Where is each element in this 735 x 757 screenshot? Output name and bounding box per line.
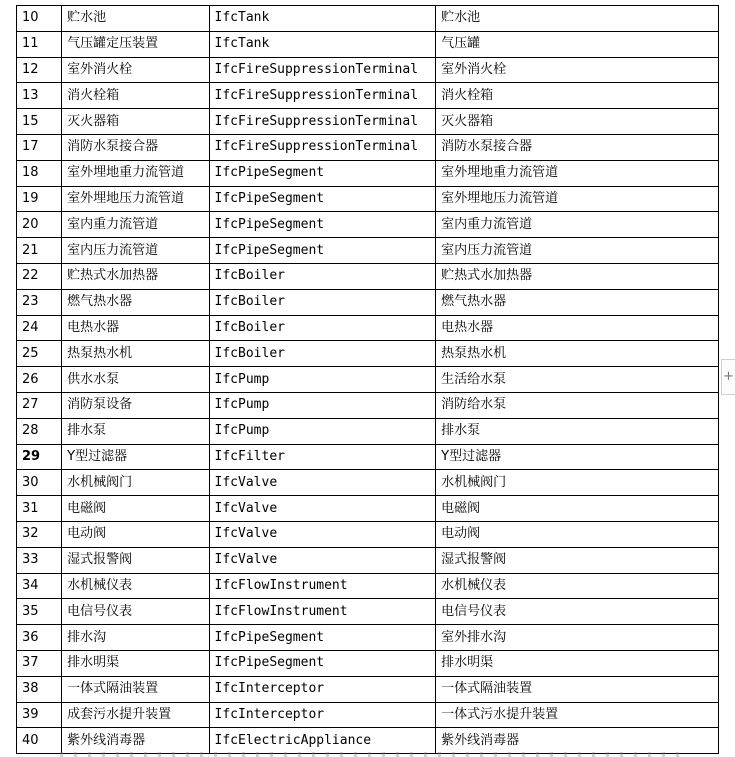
description-cell[interactable]: 排水泵 bbox=[436, 418, 719, 444]
ifc-class-cell[interactable]: IfcPipeSegment bbox=[209, 160, 436, 186]
table-row bbox=[17, 83, 719, 109]
ifc-class-cell[interactable]: IfcPipeSegment bbox=[209, 238, 436, 264]
ifc-class-cell[interactable]: IfcBoiler bbox=[209, 289, 436, 315]
description-cell[interactable]: 气压罐 bbox=[436, 31, 719, 57]
row-number-cell[interactable]: 17 bbox=[17, 134, 62, 160]
row-number-cell[interactable]: 11 bbox=[17, 31, 62, 57]
table-row bbox=[17, 650, 719, 676]
component-name-cell[interactable]: 电动阀 bbox=[62, 521, 209, 547]
component-name-cell[interactable]: 排水明渠 bbox=[62, 650, 209, 676]
ifc-class-cell[interactable]: IfcBoiler bbox=[209, 263, 436, 289]
description-cell[interactable]: 消防水泵接合器 bbox=[436, 134, 719, 160]
table-row bbox=[17, 496, 719, 522]
ifc-class-cell[interactable]: IfcFireSuppressionTerminal bbox=[209, 134, 436, 160]
component-name-cell[interactable]: 室外埋地重力流管道 bbox=[62, 160, 209, 186]
component-name-cell[interactable]: 成套污水提升装置 bbox=[62, 702, 209, 728]
table-row bbox=[17, 6, 719, 32]
component-name-cell[interactable]: 电热水器 bbox=[62, 315, 209, 341]
ifc-class-cell[interactable]: IfcPipeSegment bbox=[209, 625, 436, 651]
ifc-class-cell[interactable]: IfcInterceptor bbox=[209, 702, 436, 728]
row-number-cell[interactable]: 28 bbox=[17, 418, 62, 444]
row-number-cell[interactable]: 10 bbox=[17, 6, 62, 32]
table-row bbox=[17, 573, 719, 599]
table-row bbox=[17, 57, 719, 83]
table-row bbox=[17, 521, 719, 547]
row-number-cell[interactable]: 22 bbox=[17, 263, 62, 289]
component-name-cell[interactable]: 燃气热水器 bbox=[62, 289, 209, 315]
description-cell[interactable]: 紫外线消毒器 bbox=[436, 728, 719, 754]
description-cell[interactable]: 室外消火栓 bbox=[436, 57, 719, 83]
table-row bbox=[17, 367, 719, 393]
table-row bbox=[17, 238, 719, 264]
plus-icon: + bbox=[723, 369, 734, 384]
ifc-class-cell[interactable]: IfcFlowInstrument bbox=[209, 573, 436, 599]
row-number-cell[interactable]: 29 bbox=[17, 444, 62, 470]
ifc-class-cell[interactable]: IfcTank bbox=[209, 31, 436, 57]
table-row bbox=[17, 470, 719, 496]
description-cell[interactable]: 消火栓箱 bbox=[436, 83, 719, 109]
row-number-cell[interactable]: 15 bbox=[17, 109, 62, 135]
description-cell[interactable]: 室外排水沟 bbox=[436, 625, 719, 651]
ifc-class-cell[interactable]: IfcFlowInstrument bbox=[209, 599, 436, 625]
ifc-mapping-table bbox=[16, 5, 719, 754]
ifc-class-cell[interactable]: IfcPipeSegment bbox=[209, 186, 436, 212]
ifc-class-cell[interactable]: IfcBoiler bbox=[209, 341, 436, 367]
component-name-cell[interactable]: 室内压力流管道 bbox=[62, 238, 209, 264]
component-name-cell[interactable]: 灭火器箱 bbox=[62, 109, 209, 135]
row-number-cell[interactable]: 31 bbox=[17, 496, 62, 522]
component-name-cell[interactable]: 水机械阀门 bbox=[62, 470, 209, 496]
description-cell[interactable]: 电热水器 bbox=[436, 315, 719, 341]
table-row bbox=[17, 625, 719, 651]
row-number-cell[interactable]: 23 bbox=[17, 289, 62, 315]
component-name-cell[interactable]: 湿式报警阀 bbox=[62, 547, 209, 573]
table-row bbox=[17, 31, 719, 57]
description-cell[interactable]: 电信号仪表 bbox=[436, 599, 719, 625]
table-row bbox=[17, 160, 719, 186]
table-row bbox=[17, 599, 719, 625]
component-name-cell[interactable]: Y型过滤器 bbox=[62, 444, 209, 470]
description-cell[interactable]: 室外埋地重力流管道 bbox=[436, 160, 719, 186]
row-number-cell[interactable]: 25 bbox=[17, 341, 62, 367]
ifc-class-cell[interactable]: IfcPump bbox=[209, 367, 436, 393]
description-cell[interactable]: 一体式隔油装置 bbox=[436, 676, 719, 702]
component-name-cell[interactable]: 室内重力流管道 bbox=[62, 212, 209, 238]
description-cell[interactable]: 生活给水泵 bbox=[436, 367, 719, 393]
ifc-class-cell[interactable]: IfcPump bbox=[209, 418, 436, 444]
row-number-cell[interactable]: 35 bbox=[17, 599, 62, 625]
ifc-class-cell[interactable]: IfcFilter bbox=[209, 444, 436, 470]
next-page-text-fragment bbox=[60, 752, 680, 757]
component-name-cell[interactable]: 紫外线消毒器 bbox=[62, 728, 209, 754]
description-cell[interactable]: 消防给水泵 bbox=[436, 392, 719, 418]
description-cell[interactable]: 湿式报警阀 bbox=[436, 547, 719, 573]
table-body bbox=[17, 6, 719, 754]
row-number-cell[interactable]: 12 bbox=[17, 57, 62, 83]
description-cell[interactable]: 电磁阀 bbox=[436, 496, 719, 522]
ifc-class-cell[interactable]: IfcFireSuppressionTerminal bbox=[209, 83, 436, 109]
table-row bbox=[17, 676, 719, 702]
component-name-cell[interactable]: 消防泵设备 bbox=[62, 392, 209, 418]
row-number-cell[interactable]: 18 bbox=[17, 160, 62, 186]
table-row bbox=[17, 341, 719, 367]
description-cell[interactable]: 灭火器箱 bbox=[436, 109, 719, 135]
description-cell[interactable]: 水机械仪表 bbox=[436, 573, 719, 599]
component-name-cell[interactable]: 电磁阀 bbox=[62, 496, 209, 522]
component-name-cell[interactable]: 贮水池 bbox=[62, 6, 209, 32]
description-cell[interactable]: 贮热式水加热器 bbox=[436, 263, 719, 289]
ifc-class-cell[interactable]: IfcValve bbox=[209, 470, 436, 496]
table-row bbox=[17, 186, 719, 212]
table-row bbox=[17, 263, 719, 289]
row-number-cell[interactable]: 38 bbox=[17, 676, 62, 702]
row-number-cell[interactable]: 30 bbox=[17, 470, 62, 496]
component-name-cell[interactable]: 热泵热水机 bbox=[62, 341, 209, 367]
row-number-cell[interactable]: 13 bbox=[17, 83, 62, 109]
table-row bbox=[17, 418, 719, 444]
component-name-cell[interactable]: 气压罐定压装置 bbox=[62, 31, 209, 57]
description-cell[interactable]: 水机械阀门 bbox=[436, 470, 719, 496]
ifc-class-cell[interactable]: IfcPipeSegment bbox=[209, 212, 436, 238]
component-name-cell[interactable]: 一体式隔油装置 bbox=[62, 676, 209, 702]
description-cell[interactable]: 贮水池 bbox=[436, 6, 719, 32]
ifc-class-cell[interactable]: IfcPipeSegment bbox=[209, 650, 436, 676]
ifc-class-cell[interactable]: IfcFireSuppressionTerminal bbox=[209, 57, 436, 83]
table-row bbox=[17, 212, 719, 238]
ifc-class-cell[interactable]: IfcValve bbox=[209, 496, 436, 522]
component-name-cell[interactable]: 供水水泵 bbox=[62, 367, 209, 393]
component-name-cell[interactable]: 消火栓箱 bbox=[62, 83, 209, 109]
row-number-cell[interactable]: 36 bbox=[17, 625, 62, 651]
ifc-class-cell[interactable]: IfcInterceptor bbox=[209, 676, 436, 702]
component-name-cell[interactable]: 电信号仪表 bbox=[62, 599, 209, 625]
table-row bbox=[17, 444, 719, 470]
row-number-cell[interactable]: 27 bbox=[17, 392, 62, 418]
component-name-cell[interactable]: 排水沟 bbox=[62, 625, 209, 651]
component-name-cell[interactable]: 消防水泵接合器 bbox=[62, 134, 209, 160]
row-number-cell[interactable]: 26 bbox=[17, 367, 62, 393]
row-number-cell[interactable]: 34 bbox=[17, 573, 62, 599]
row-number-cell[interactable]: 19 bbox=[17, 186, 62, 212]
component-name-cell[interactable]: 排水泵 bbox=[62, 418, 209, 444]
table-row bbox=[17, 392, 719, 418]
row-number-cell[interactable]: 39 bbox=[17, 702, 62, 728]
component-name-cell[interactable]: 室外埋地压力流管道 bbox=[62, 186, 209, 212]
table-row bbox=[17, 315, 719, 341]
table-row bbox=[17, 289, 719, 315]
description-cell[interactable]: 排水明渠 bbox=[436, 650, 719, 676]
description-cell[interactable]: 电动阀 bbox=[436, 521, 719, 547]
row-number-cell[interactable]: 40 bbox=[17, 728, 62, 754]
ifc-class-cell[interactable]: IfcFireSuppressionTerminal bbox=[209, 109, 436, 135]
table-row bbox=[17, 109, 719, 135]
table-row bbox=[17, 547, 719, 573]
table-row bbox=[17, 702, 719, 728]
row-number-cell[interactable]: 37 bbox=[17, 650, 62, 676]
ifc-class-cell[interactable]: IfcValve bbox=[209, 521, 436, 547]
ifc-class-cell[interactable]: IfcValve bbox=[209, 547, 436, 573]
description-cell[interactable]: 燃气热水器 bbox=[436, 289, 719, 315]
description-cell[interactable]: 室内重力流管道 bbox=[436, 212, 719, 238]
description-cell[interactable]: 一体式污水提升装置 bbox=[436, 702, 719, 728]
row-number-cell[interactable]: 33 bbox=[17, 547, 62, 573]
ifc-class-cell[interactable]: IfcBoiler bbox=[209, 315, 436, 341]
ifc-class-cell[interactable]: IfcElectricAppliance bbox=[209, 728, 436, 754]
ifc-class-cell[interactable]: IfcPump bbox=[209, 392, 436, 418]
description-cell[interactable]: 室内压力流管道 bbox=[436, 238, 719, 264]
ifc-class-cell[interactable]: IfcTank bbox=[209, 6, 436, 32]
description-cell[interactable]: 室外埋地压力流管道 bbox=[436, 186, 719, 212]
component-name-cell[interactable]: 贮热式水加热器 bbox=[62, 263, 209, 289]
component-name-cell[interactable]: 室外消火栓 bbox=[62, 57, 209, 83]
table-row bbox=[17, 134, 719, 160]
row-number-cell[interactable]: 21 bbox=[17, 238, 62, 264]
row-number-cell[interactable]: 20 bbox=[17, 212, 62, 238]
component-name-cell[interactable]: 水机械仪表 bbox=[62, 573, 209, 599]
row-number-cell[interactable]: 24 bbox=[17, 315, 62, 341]
row-number-cell[interactable]: 32 bbox=[17, 521, 62, 547]
table-row bbox=[17, 728, 719, 754]
description-cell[interactable]: 热泵热水机 bbox=[436, 341, 719, 367]
description-cell[interactable]: Y型过滤器 bbox=[436, 444, 719, 470]
add-column-handle[interactable] bbox=[721, 359, 735, 395]
